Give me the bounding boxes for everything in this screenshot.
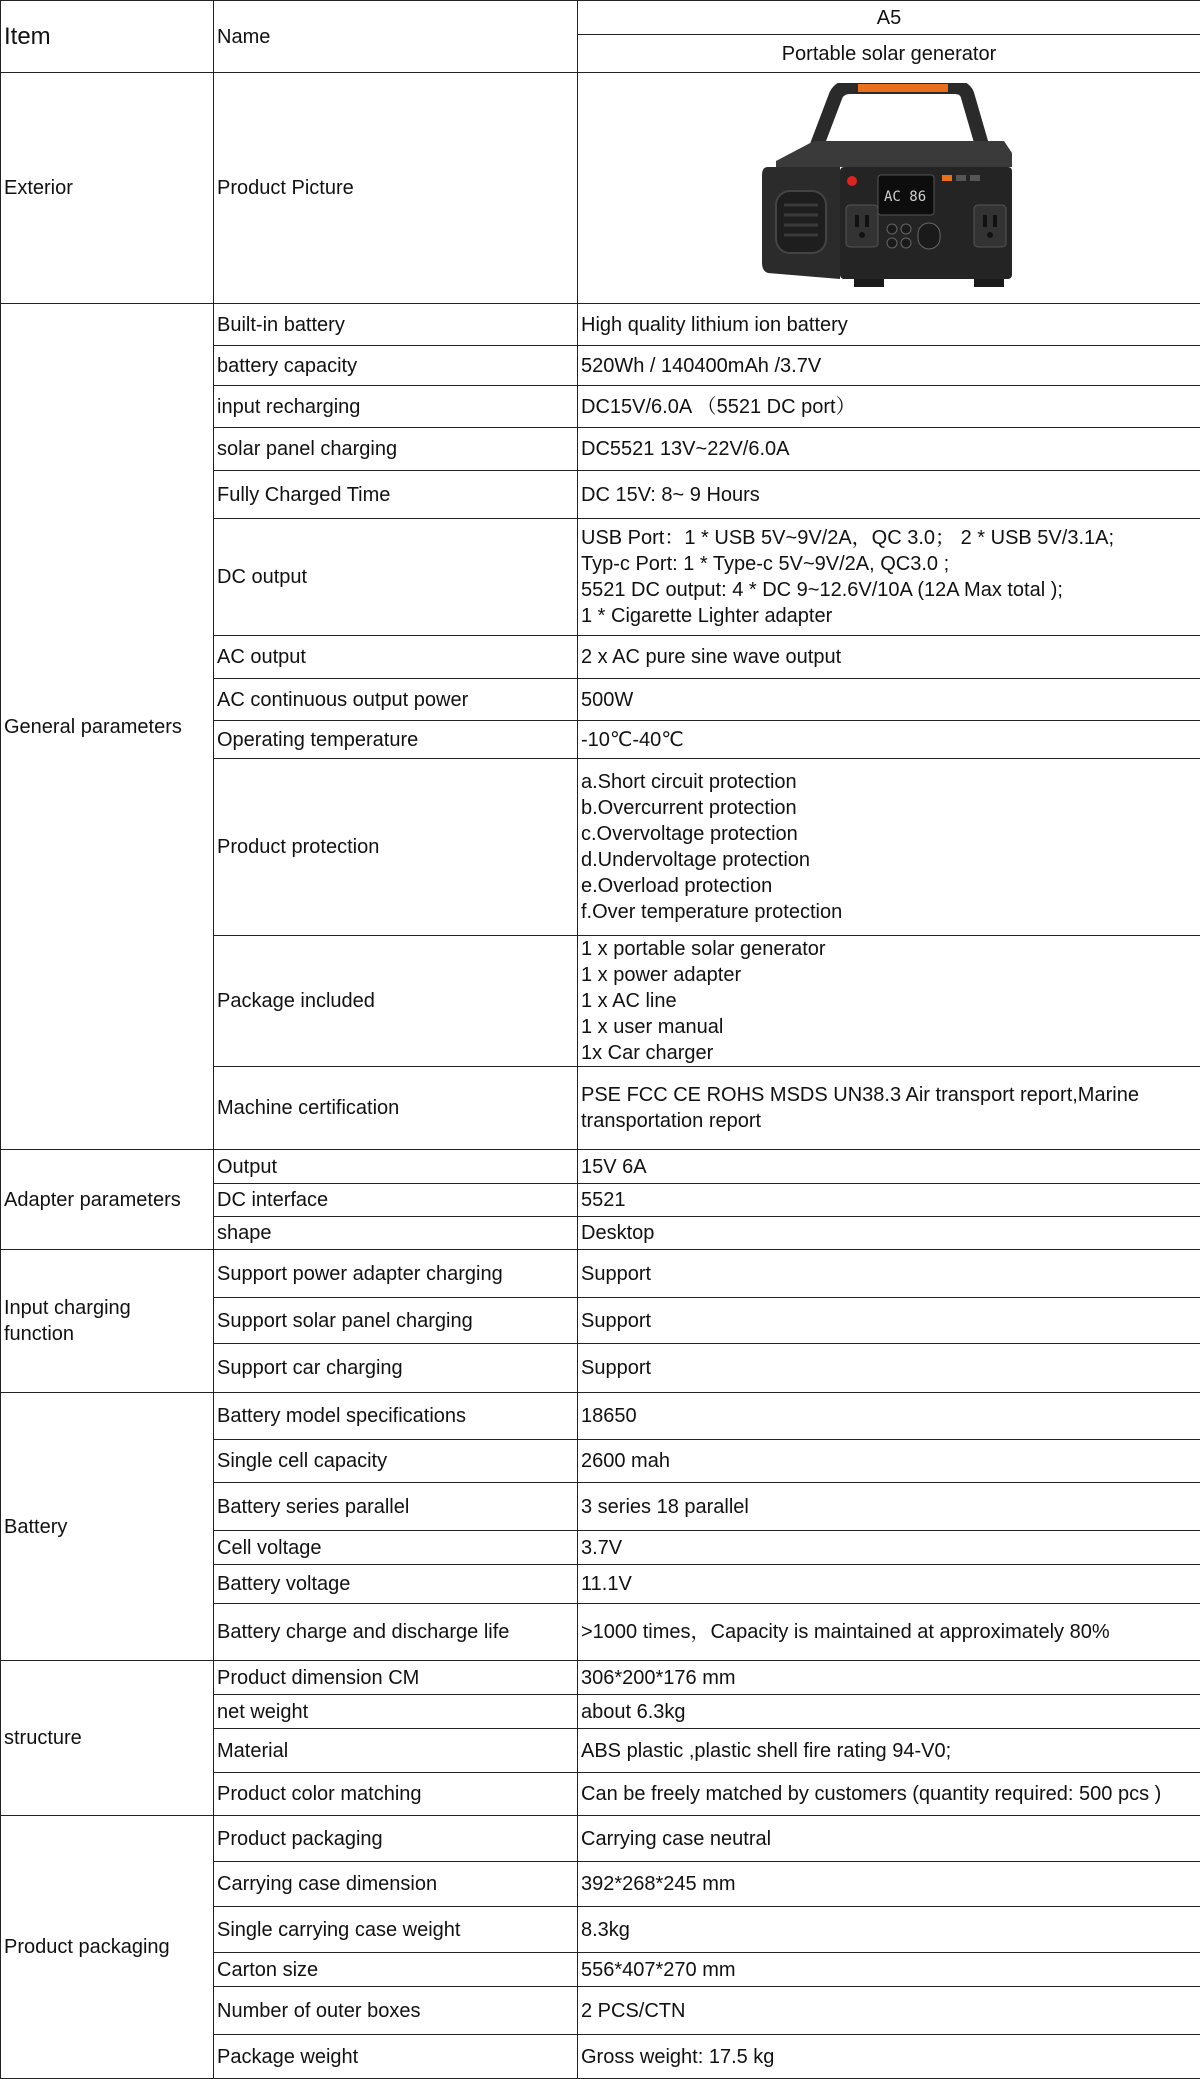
row-name: DC interface xyxy=(214,1184,578,1217)
row-value: 392*268*245 mm xyxy=(578,1862,1200,1907)
model-header: A5 xyxy=(578,1,1200,35)
row-name: Single carrying case weight xyxy=(214,1907,578,1953)
row-name: net weight xyxy=(214,1695,578,1729)
row-value: 1 x portable solar generator 1 x power adapter 1 x AC line 1 x user manual 1x Car charger xyxy=(578,936,1200,1067)
row-name: Number of outer boxes xyxy=(214,1987,578,2035)
row-name: Support solar panel charging xyxy=(214,1298,578,1344)
row-name: Package included xyxy=(214,936,578,1067)
row-name: Fully Charged Time xyxy=(214,471,578,519)
row-name: Carton size xyxy=(214,1953,578,1987)
row-value: about 6.3kg xyxy=(578,1695,1200,1729)
row-value: 8.3kg xyxy=(578,1907,1200,1953)
row-value: DC 15V: 8~ 9 Hours xyxy=(578,471,1200,519)
row-name: Single cell capacity xyxy=(214,1440,578,1483)
row-value: 2 x AC pure sine wave output xyxy=(578,636,1200,679)
svg-text:AC 86: AC 86 xyxy=(884,189,926,205)
row-name: Package weight xyxy=(214,2035,578,2079)
row-name: battery capacity xyxy=(214,346,578,386)
row-name: Built-in battery xyxy=(214,304,578,346)
row-name: DC output xyxy=(214,519,578,636)
row-name: Machine certification xyxy=(214,1067,578,1150)
row-value: >1000 times，Capacity is maintained at approximately 80% xyxy=(578,1604,1200,1661)
category-battery: Battery xyxy=(1,1393,214,1661)
row-name: Output xyxy=(214,1150,578,1184)
row-value: High quality lithium ion battery xyxy=(578,304,1200,346)
row-value: USB Port：1 * USB 5V~9V/2A，QC 3.0； 2 * USB 5V/3.1A; Typ-c Port: 1 * Type-c 5V~9V/2A, QC3.0 ; 5521 DC output: 4 * DC 9~12.6V/10A (12A Max total ); 1 * Cigarette Lighter adapter xyxy=(578,519,1200,636)
row-value: 500W xyxy=(578,679,1200,721)
row-value: Carrying case neutral xyxy=(578,1816,1200,1862)
row-value: Can be freely matched by customers (quantity required: 500 pcs ) xyxy=(578,1773,1200,1816)
product-type-header: Portable solar generator xyxy=(578,35,1200,73)
row-name: AC output xyxy=(214,636,578,679)
row-name: Battery model specifications xyxy=(214,1393,578,1440)
row-name: Product Picture xyxy=(214,73,578,304)
row-value: DC15V/6.0A （5521 DC port） xyxy=(578,386,1200,428)
row-value: 5521 xyxy=(578,1184,1200,1217)
row-name: Product color matching xyxy=(214,1773,578,1816)
category-input-charging-function: Input charging function xyxy=(1,1250,214,1393)
row-value: Support xyxy=(578,1250,1200,1298)
row-name: Product dimension CM xyxy=(214,1661,578,1695)
row-value: PSE FCC CE ROHS MSDS UN38.3 Air transport report,Marine transportation report xyxy=(578,1067,1200,1150)
row-name: Product packaging xyxy=(214,1816,578,1862)
row-name: Product protection xyxy=(214,759,578,936)
item-header: Item xyxy=(1,1,214,73)
row-name: input recharging xyxy=(214,386,578,428)
row-name: Material xyxy=(214,1729,578,1773)
row-name: AC continuous output power xyxy=(214,679,578,721)
row-value: 15V 6A xyxy=(578,1150,1200,1184)
row-name: shape xyxy=(214,1217,578,1250)
row-name: Battery voltage xyxy=(214,1565,578,1604)
row-value: -10℃-40℃ xyxy=(578,721,1200,759)
row-value: 520Wh / 140400mAh /3.7V xyxy=(578,346,1200,386)
row-value: 2 PCS/CTN xyxy=(578,1987,1200,2035)
row-name: Support power adapter charging xyxy=(214,1250,578,1298)
row-name: Battery series parallel xyxy=(214,1483,578,1531)
row-value: Gross weight: 17.5 kg xyxy=(578,2035,1200,2079)
row-value: ABS plastic ,plastic shell fire rating 94-V0; xyxy=(578,1729,1200,1773)
row-value: 18650 xyxy=(578,1393,1200,1440)
category-general-parameters: General parameters xyxy=(1,304,214,1150)
row-name: Cell voltage xyxy=(214,1531,578,1565)
row-value: 3 series 18 parallel xyxy=(578,1483,1200,1531)
category-structure: structure xyxy=(1,1661,214,1816)
category-adapter-parameters: Adapter parameters xyxy=(1,1150,214,1250)
row-name: Support car charging xyxy=(214,1344,578,1393)
row-value: Support xyxy=(578,1344,1200,1393)
row-value: a.Short circuit protection b.Overcurrent protection c.Overvoltage protection d.Undervoltage protection e.Overload protection f.Over temperature protection xyxy=(578,759,1200,936)
row-name: Operating temperature xyxy=(214,721,578,759)
row-value: DC5521 13V~22V/6.0A xyxy=(578,428,1200,471)
portable-power-station-image xyxy=(754,83,1024,293)
row-name: solar panel charging xyxy=(214,428,578,471)
category-exterior: Exterior xyxy=(1,73,214,304)
name-header: Name xyxy=(214,1,578,73)
row-value: 11.1V xyxy=(578,1565,1200,1604)
category-product-packaging: Product packaging xyxy=(1,1816,214,2079)
row-value: Desktop xyxy=(578,1217,1200,1250)
row-value: 556*407*270 mm xyxy=(578,1953,1200,1987)
row-value: 306*200*176 mm xyxy=(578,1661,1200,1695)
row-name: Battery charge and discharge life xyxy=(214,1604,578,1661)
row-value: Support xyxy=(578,1298,1200,1344)
product-picture xyxy=(578,73,1200,304)
row-name: Carrying case dimension xyxy=(214,1862,578,1907)
row-value: 2600 mah xyxy=(578,1440,1200,1483)
row-value: 3.7V xyxy=(578,1531,1200,1565)
